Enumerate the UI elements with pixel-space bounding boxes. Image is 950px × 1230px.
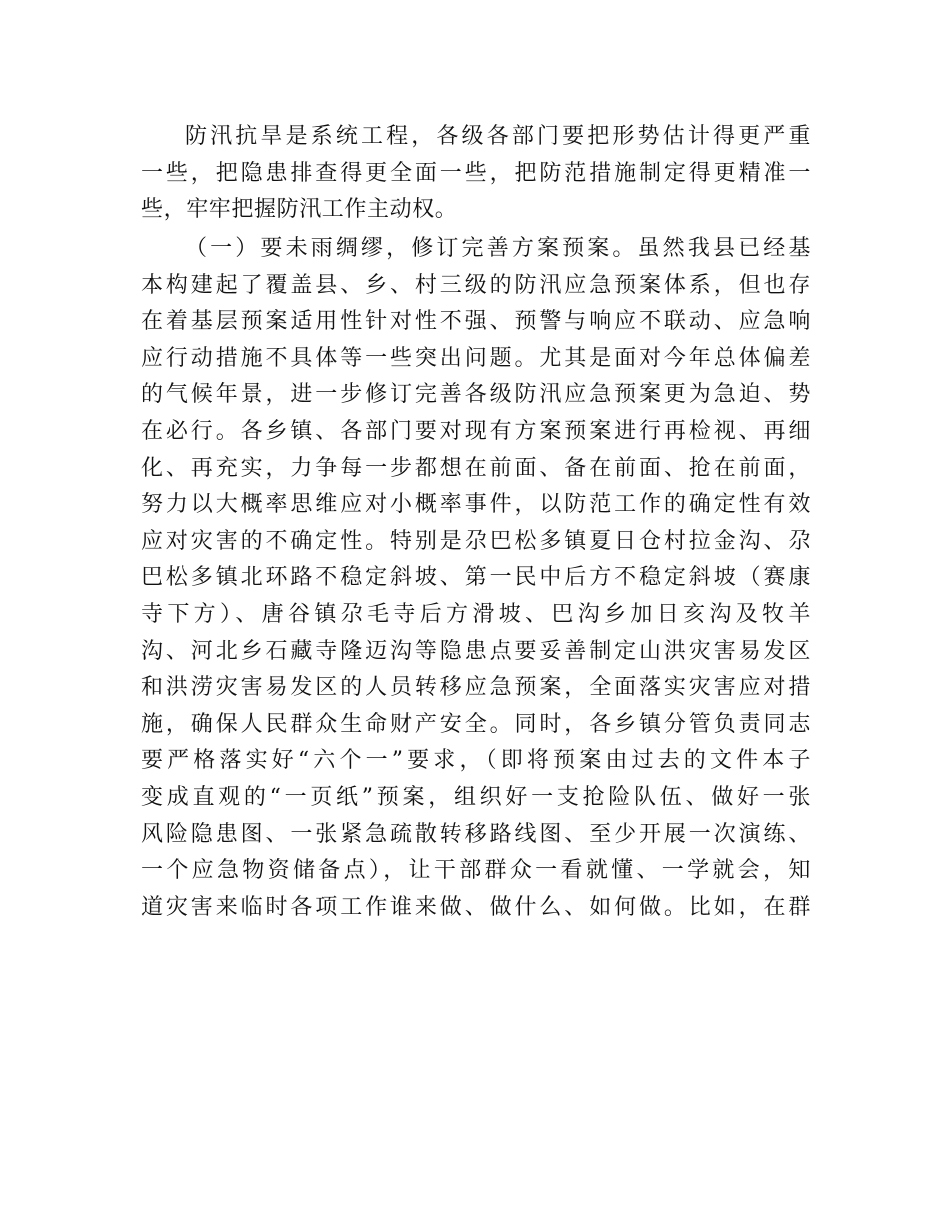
- text-line: 些，牢牢把握防汛工作主动权。: [141, 197, 458, 223]
- text-line: 防汛抗旱是系统工程，各级各部门要把形势估计得更严重: [185, 124, 811, 149]
- text-line: 和洪涝灾害易发区的人员转移应急预案，全面落实灾害应对措: [141, 675, 811, 701]
- text-line: 一个应急物资储备点），让干部群众一看就懂、一学就会，知: [141, 858, 811, 884]
- text-line: 施，确保人民群众生命财产安全。同时，各乡镇分管负责同志: [141, 711, 811, 737]
- text-line: 本构建起了覆盖县、乡、村三级的防汛应急预案体系，但也存: [141, 272, 811, 298]
- text-line: 的气候年景，进一步修订完善各级防汛应急预案更为急迫、势: [141, 382, 811, 408]
- text-line: 道灾害来临时各项工作谁来做、做什么、如何做。比如，在群: [141, 894, 811, 920]
- text-line: 要严格落实好“六个一”要求，（即将预案由过去的文件本子: [141, 748, 811, 774]
- text-line: 一些，把隐患排查得更全面一些，把防范措施制定得更精准一: [141, 160, 811, 186]
- text-line: 在必行。各乡镇、各部门要对现有方案预案进行再检视、再细: [141, 418, 811, 444]
- text-line: 沟、河北乡石藏寺隆迈沟等隐患点要妥善制定山洪灾害易发区: [141, 638, 811, 664]
- text-line: 寺下方）、唐谷镇尕毛寺后方滑坡、巴沟乡加日亥沟及牧羊: [141, 601, 811, 627]
- text-line: 风险隐患图、一张紧急疏散转移路线图、至少开展一次演练、: [141, 821, 811, 847]
- text-line: 变成直观的“一页纸”预案，组织好一支抢险队伍、做好一张: [141, 784, 811, 810]
- paragraph-intro: [141, 119, 811, 229]
- text-line: 努力以大概率思维应对小概率事件，以防范工作的确定性有效: [141, 492, 811, 518]
- text-line: 化、再充实，力争每一步都想在前面、备在前面、抢在前面，: [141, 455, 811, 481]
- text-line: 巴松多镇北环路不稳定斜坡、第一民中后方不稳定斜坡（赛康: [141, 565, 811, 591]
- text-line: （一）要未雨绸缪，修订完善方案预案。虽然我县已经基: [185, 236, 811, 261]
- text-line: 在着基层预案适用性针对性不强、预警与响应不联动、应急响: [141, 309, 811, 335]
- paragraph-section-1: [141, 231, 811, 926]
- text-line: 应行动措施不具体等一些突出问题。尤其是面对今年总体偏差: [141, 345, 811, 371]
- text-line: 应对灾害的不确定性。特别是尕巴松多镇夏日仓村拉金沟、尕: [141, 528, 811, 554]
